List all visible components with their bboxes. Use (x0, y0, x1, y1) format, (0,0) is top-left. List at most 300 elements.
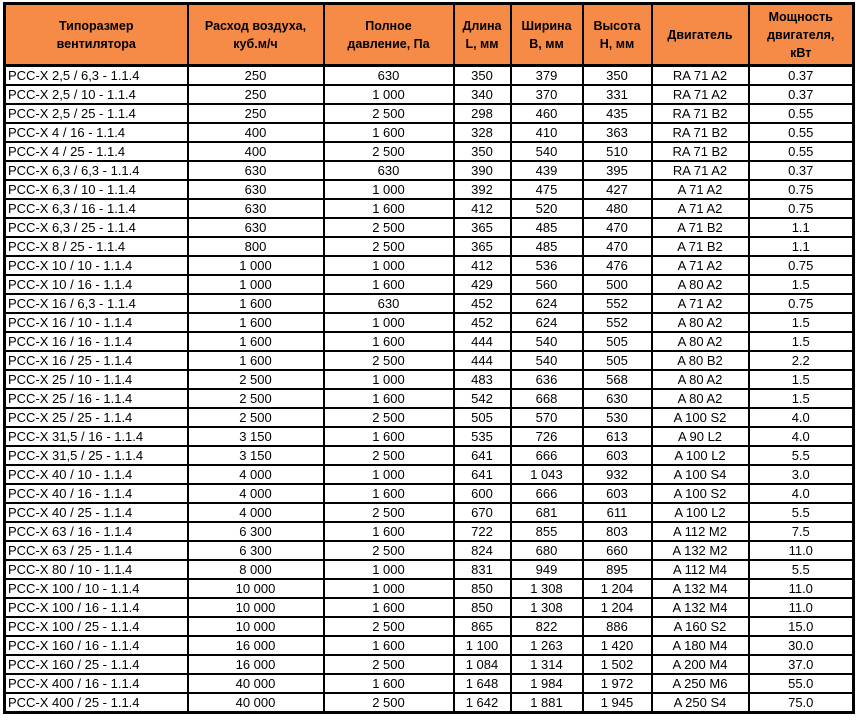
cell-fan-size: PCC-X 10 / 10 - 1.1.4 (5, 256, 188, 275)
cell-motor: A 132 M4 (652, 598, 749, 617)
cell-pressure: 2 500 (324, 446, 454, 465)
cell-airflow: 10 000 (188, 598, 324, 617)
cell-height: 568 (583, 370, 652, 389)
table-header (5, 4, 854, 66)
cell-height: 1 972 (583, 674, 652, 693)
cell-width: 570 (511, 408, 583, 427)
cell-pressure: 2 500 (324, 617, 454, 636)
cell-width: 624 (511, 313, 583, 332)
cell-motor: A 100 S2 (652, 484, 749, 503)
cell-height: 510 (583, 142, 652, 161)
cell-motor: A 250 M6 (652, 674, 749, 693)
cell-height: 470 (583, 237, 652, 256)
cell-airflow: 40 000 (188, 693, 324, 713)
cell-pressure: 2 500 (324, 351, 454, 370)
cell-motor: A 71 B2 (652, 237, 749, 256)
cell-pressure: 1 600 (324, 427, 454, 446)
table-row (5, 370, 854, 389)
cell-airflow: 1 000 (188, 275, 324, 294)
col-header-motor-power (749, 4, 854, 66)
table-row (5, 427, 854, 446)
cell-fan-size: PCC-X 160 / 16 - 1.1.4 (5, 636, 188, 655)
cell-width: 1 984 (511, 674, 583, 693)
cell-width: 1 881 (511, 693, 583, 713)
cell-width: 370 (511, 85, 583, 104)
cell-width: 379 (511, 66, 583, 86)
cell-length: 1 100 (454, 636, 511, 655)
cell-pressure: 1 600 (324, 123, 454, 142)
cell-fan-size: PCC-X 80 / 10 - 1.1.4 (5, 560, 188, 579)
cell-height: 611 (583, 503, 652, 522)
cell-height: 427 (583, 180, 652, 199)
cell-motor: A 180 M4 (652, 636, 749, 655)
cell-height: 480 (583, 199, 652, 218)
cell-fan-size: PCC-X 16 / 10 - 1.1.4 (5, 313, 188, 332)
table-row (5, 351, 854, 370)
cell-pressure: 630 (324, 161, 454, 180)
cell-airflow: 16 000 (188, 655, 324, 674)
cell-power: 2.2 (749, 351, 854, 370)
col-header-motor (652, 4, 749, 66)
cell-motor: A 112 M4 (652, 560, 749, 579)
cell-airflow: 250 (188, 85, 324, 104)
cell-power: 11.0 (749, 541, 854, 560)
cell-pressure: 1 000 (324, 579, 454, 598)
col-header-airflow (188, 4, 324, 66)
table-row (5, 218, 854, 237)
cell-length: 350 (454, 142, 511, 161)
cell-height: 613 (583, 427, 652, 446)
cell-length: 298 (454, 104, 511, 123)
header-text: Типоразмер (58, 18, 134, 33)
cell-height: 803 (583, 522, 652, 541)
cell-motor: A 90 L2 (652, 427, 749, 446)
cell-width: 680 (511, 541, 583, 560)
cell-pressure: 1 000 (324, 465, 454, 484)
cell-pressure: 1 600 (324, 674, 454, 693)
cell-pressure: 2 500 (324, 693, 454, 713)
cell-motor: A 132 M4 (652, 579, 749, 598)
cell-power: 0.55 (749, 142, 854, 161)
cell-power: 1.5 (749, 313, 854, 332)
cell-motor: A 71 A2 (652, 256, 749, 275)
cell-fan-size: PCC-X 63 / 25 - 1.1.4 (5, 541, 188, 560)
table-row (5, 693, 854, 713)
cell-fan-size: PCC-X 31,5 / 25 - 1.1.4 (5, 446, 188, 465)
cell-length: 641 (454, 465, 511, 484)
cell-airflow: 400 (188, 142, 324, 161)
table-row (5, 655, 854, 674)
cell-width: 666 (511, 446, 583, 465)
cell-motor: RA 71 A2 (652, 161, 749, 180)
cell-pressure: 630 (324, 294, 454, 313)
cell-motor: A 132 M2 (652, 541, 749, 560)
cell-height: 395 (583, 161, 652, 180)
cell-width: 540 (511, 142, 583, 161)
cell-height: 895 (583, 560, 652, 579)
cell-airflow: 800 (188, 237, 324, 256)
cell-height: 603 (583, 484, 652, 503)
cell-height: 470 (583, 218, 652, 237)
cell-pressure: 2 500 (324, 104, 454, 123)
cell-power: 15.0 (749, 617, 854, 636)
cell-length: 412 (454, 199, 511, 218)
cell-fan-size: PCC-X 400 / 25 - 1.1.4 (5, 693, 188, 713)
cell-airflow: 10 000 (188, 579, 324, 598)
cell-pressure: 2 500 (324, 655, 454, 674)
cell-height: 552 (583, 294, 652, 313)
cell-length: 392 (454, 180, 511, 199)
cell-pressure: 1 600 (324, 636, 454, 655)
table-row (5, 85, 854, 104)
cell-width: 726 (511, 427, 583, 446)
cell-width: 560 (511, 275, 583, 294)
cell-motor: A 100 L2 (652, 503, 749, 522)
cell-airflow: 630 (188, 180, 324, 199)
table-row (5, 674, 854, 693)
table-row (5, 579, 854, 598)
cell-power: 0.55 (749, 104, 854, 123)
table-row (5, 408, 854, 427)
cell-pressure: 1 000 (324, 180, 454, 199)
cell-width: 624 (511, 294, 583, 313)
cell-motor: A 71 B2 (652, 218, 749, 237)
table-row (5, 484, 854, 503)
col-header-total-pressure (324, 4, 454, 66)
cell-motor: RA 71 B2 (652, 142, 749, 161)
cell-length: 365 (454, 218, 511, 237)
header-text: Мощность (768, 9, 833, 24)
cell-fan-size: PCC-X 100 / 25 - 1.1.4 (5, 617, 188, 636)
cell-power: 11.0 (749, 579, 854, 598)
cell-airflow: 630 (188, 161, 324, 180)
table-row (5, 294, 854, 313)
cell-fan-size: PCC-X 40 / 25 - 1.1.4 (5, 503, 188, 522)
cell-pressure: 1 000 (324, 560, 454, 579)
cell-height: 1 204 (583, 598, 652, 617)
header-text: вентилятора (56, 36, 136, 51)
cell-power: 3.0 (749, 465, 854, 484)
cell-fan-size: PCC-X 4 / 16 - 1.1.4 (5, 123, 188, 142)
cell-motor: A 112 M2 (652, 522, 749, 541)
cell-pressure: 630 (324, 66, 454, 86)
cell-width: 485 (511, 237, 583, 256)
cell-airflow: 630 (188, 218, 324, 237)
header-text: Двигатель (667, 27, 733, 42)
table-row (5, 541, 854, 560)
cell-width: 822 (511, 617, 583, 636)
cell-motor: A 160 S2 (652, 617, 749, 636)
cell-pressure: 2 500 (324, 218, 454, 237)
cell-power: 5.5 (749, 503, 854, 522)
cell-fan-size: PCC-X 160 / 25 - 1.1.4 (5, 655, 188, 674)
cell-motor: RA 71 A2 (652, 85, 749, 104)
cell-pressure: 1 600 (324, 598, 454, 617)
cell-airflow: 1 600 (188, 332, 324, 351)
cell-airflow: 8 000 (188, 560, 324, 579)
cell-width: 536 (511, 256, 583, 275)
cell-fan-size: PCC-X 31,5 / 16 - 1.1.4 (5, 427, 188, 446)
cell-fan-size: PCC-X 6,3 / 10 - 1.1.4 (5, 180, 188, 199)
table-row (5, 465, 854, 484)
cell-pressure: 1 600 (324, 199, 454, 218)
cell-airflow: 2 500 (188, 408, 324, 427)
table-row (5, 161, 854, 180)
cell-fan-size: PCC-X 6,3 / 6,3 - 1.1.4 (5, 161, 188, 180)
cell-length: 483 (454, 370, 511, 389)
cell-pressure: 2 500 (324, 408, 454, 427)
table-body (5, 66, 854, 713)
cell-fan-size: PCC-X 8 / 25 - 1.1.4 (5, 237, 188, 256)
cell-length: 444 (454, 332, 511, 351)
cell-fan-size: PCC-X 40 / 16 - 1.1.4 (5, 484, 188, 503)
cell-fan-size: PCC-X 25 / 10 - 1.1.4 (5, 370, 188, 389)
cell-airflow: 250 (188, 104, 324, 123)
cell-airflow: 1 600 (188, 351, 324, 370)
col-header-fan-size (5, 4, 188, 66)
cell-airflow: 4 000 (188, 503, 324, 522)
cell-width: 460 (511, 104, 583, 123)
cell-height: 505 (583, 332, 652, 351)
cell-length: 670 (454, 503, 511, 522)
cell-airflow: 3 150 (188, 427, 324, 446)
cell-airflow: 6 300 (188, 522, 324, 541)
cell-length: 1 084 (454, 655, 511, 674)
col-header-length (454, 4, 511, 66)
cell-width: 520 (511, 199, 583, 218)
header-row (5, 4, 854, 66)
cell-fan-size: PCC-X 6,3 / 16 - 1.1.4 (5, 199, 188, 218)
cell-power: 0.75 (749, 199, 854, 218)
header-text: Полное (365, 18, 412, 33)
cell-pressure: 1 000 (324, 370, 454, 389)
cell-airflow: 4 000 (188, 465, 324, 484)
cell-height: 603 (583, 446, 652, 465)
cell-length: 365 (454, 237, 511, 256)
cell-power: 0.75 (749, 294, 854, 313)
cell-width: 540 (511, 332, 583, 351)
cell-fan-size: PCC-X 63 / 16 - 1.1.4 (5, 522, 188, 541)
cell-airflow: 3 150 (188, 446, 324, 465)
cell-power: 1.1 (749, 237, 854, 256)
cell-height: 552 (583, 313, 652, 332)
cell-pressure: 1 000 (324, 256, 454, 275)
cell-pressure: 2 500 (324, 541, 454, 560)
cell-pressure: 2 500 (324, 237, 454, 256)
col-header-height (583, 4, 652, 66)
cell-fan-size: PCC-X 25 / 16 - 1.1.4 (5, 389, 188, 408)
cell-fan-size: PCC-X 2,5 / 25 - 1.1.4 (5, 104, 188, 123)
cell-width: 666 (511, 484, 583, 503)
table-row (5, 142, 854, 161)
cell-length: 850 (454, 579, 511, 598)
header-text: H, мм (599, 36, 635, 51)
cell-motor: A 71 A2 (652, 294, 749, 313)
cell-power: 30.0 (749, 636, 854, 655)
table-row (5, 199, 854, 218)
cell-height: 331 (583, 85, 652, 104)
table-row (5, 66, 854, 86)
header-text: Длина (462, 18, 502, 33)
cell-width: 540 (511, 351, 583, 370)
cell-height: 1 204 (583, 579, 652, 598)
cell-airflow: 1 000 (188, 256, 324, 275)
col-header-width (511, 4, 583, 66)
cell-power: 0.55 (749, 123, 854, 142)
header-text: Высота (593, 18, 641, 33)
cell-length: 328 (454, 123, 511, 142)
cell-height: 1 945 (583, 693, 652, 713)
cell-width: 439 (511, 161, 583, 180)
cell-width: 1 043 (511, 465, 583, 484)
cell-pressure: 2 500 (324, 142, 454, 161)
cell-motor: A 100 S2 (652, 408, 749, 427)
cell-width: 1 314 (511, 655, 583, 674)
cell-length: 1 642 (454, 693, 511, 713)
cell-airflow: 1 600 (188, 294, 324, 313)
cell-fan-size: PCC-X 400 / 16 - 1.1.4 (5, 674, 188, 693)
header-text: куб.м/ч (233, 36, 278, 51)
cell-height: 1 420 (583, 636, 652, 655)
cell-length: 824 (454, 541, 511, 560)
cell-motor: A 80 A2 (652, 313, 749, 332)
cell-pressure: 1 600 (324, 275, 454, 294)
cell-height: 435 (583, 104, 652, 123)
table-row (5, 313, 854, 332)
cell-power: 1.5 (749, 275, 854, 294)
cell-power: 4.0 (749, 427, 854, 446)
cell-length: 535 (454, 427, 511, 446)
cell-height: 530 (583, 408, 652, 427)
cell-airflow: 2 500 (188, 370, 324, 389)
cell-power: 55.0 (749, 674, 854, 693)
cell-length: 641 (454, 446, 511, 465)
cell-length: 831 (454, 560, 511, 579)
table-row (5, 598, 854, 617)
table-row (5, 389, 854, 408)
cell-power: 5.5 (749, 560, 854, 579)
table-row (5, 104, 854, 123)
cell-height: 886 (583, 617, 652, 636)
cell-fan-size: PCC-X 100 / 10 - 1.1.4 (5, 579, 188, 598)
cell-airflow: 4 000 (188, 484, 324, 503)
cell-power: 1.1 (749, 218, 854, 237)
cell-height: 660 (583, 541, 652, 560)
cell-airflow: 1 600 (188, 313, 324, 332)
cell-motor: A 80 A2 (652, 275, 749, 294)
cell-length: 444 (454, 351, 511, 370)
table-row (5, 332, 854, 351)
fan-specification-table (3, 2, 855, 714)
table-row (5, 237, 854, 256)
cell-width: 668 (511, 389, 583, 408)
cell-length: 850 (454, 598, 511, 617)
header-text: кВт (790, 45, 812, 60)
cell-pressure: 2 500 (324, 503, 454, 522)
cell-length: 542 (454, 389, 511, 408)
table-row (5, 617, 854, 636)
cell-motor: A 80 A2 (652, 370, 749, 389)
table-row (5, 560, 854, 579)
cell-fan-size: PCC-X 2,5 / 10 - 1.1.4 (5, 85, 188, 104)
cell-width: 1 308 (511, 598, 583, 617)
cell-motor: A 71 A2 (652, 199, 749, 218)
table-row (5, 446, 854, 465)
cell-fan-size: PCC-X 40 / 10 - 1.1.4 (5, 465, 188, 484)
table-row (5, 123, 854, 142)
cell-length: 600 (454, 484, 511, 503)
header-text: L, мм (465, 36, 499, 51)
cell-power: 75.0 (749, 693, 854, 713)
cell-fan-size: PCC-X 25 / 25 - 1.1.4 (5, 408, 188, 427)
cell-fan-size: PCC-X 100 / 16 - 1.1.4 (5, 598, 188, 617)
cell-pressure: 1 000 (324, 313, 454, 332)
cell-length: 1 648 (454, 674, 511, 693)
header-text: Расход воздуха, (204, 18, 307, 33)
cell-height: 500 (583, 275, 652, 294)
cell-power: 1.5 (749, 370, 854, 389)
cell-length: 452 (454, 294, 511, 313)
cell-pressure: 1 600 (324, 522, 454, 541)
cell-length: 722 (454, 522, 511, 541)
cell-height: 350 (583, 66, 652, 86)
cell-power: 0.75 (749, 256, 854, 275)
cell-airflow: 400 (188, 123, 324, 142)
cell-airflow: 6 300 (188, 541, 324, 560)
cell-airflow: 630 (188, 199, 324, 218)
cell-length: 452 (454, 313, 511, 332)
cell-power: 1.5 (749, 332, 854, 351)
cell-fan-size: PCC-X 16 / 25 - 1.1.4 (5, 351, 188, 370)
cell-power: 0.37 (749, 66, 854, 86)
cell-length: 865 (454, 617, 511, 636)
cell-height: 476 (583, 256, 652, 275)
cell-power: 1.5 (749, 389, 854, 408)
cell-height: 630 (583, 389, 652, 408)
cell-fan-size: PCC-X 6,3 / 25 - 1.1.4 (5, 218, 188, 237)
cell-width: 475 (511, 180, 583, 199)
cell-length: 350 (454, 66, 511, 86)
cell-power: 37.0 (749, 655, 854, 674)
cell-airflow: 16 000 (188, 636, 324, 655)
cell-pressure: 1 000 (324, 85, 454, 104)
cell-pressure: 1 600 (324, 389, 454, 408)
cell-length: 412 (454, 256, 511, 275)
cell-width: 485 (511, 218, 583, 237)
cell-fan-size: PCC-X 16 / 16 - 1.1.4 (5, 332, 188, 351)
cell-fan-size: PCC-X 2,5 / 6,3 - 1.1.4 (5, 66, 188, 86)
cell-length: 505 (454, 408, 511, 427)
cell-airflow: 40 000 (188, 674, 324, 693)
cell-width: 1 263 (511, 636, 583, 655)
cell-power: 5.5 (749, 446, 854, 465)
cell-power: 11.0 (749, 598, 854, 617)
cell-motor: A 100 S4 (652, 465, 749, 484)
cell-width: 636 (511, 370, 583, 389)
cell-power: 0.37 (749, 161, 854, 180)
cell-motor: RA 71 A2 (652, 66, 749, 86)
cell-power: 4.0 (749, 408, 854, 427)
cell-pressure: 1 600 (324, 484, 454, 503)
cell-width: 949 (511, 560, 583, 579)
cell-height: 363 (583, 123, 652, 142)
cell-power: 0.75 (749, 180, 854, 199)
cell-width: 410 (511, 123, 583, 142)
cell-motor: A 200 M4 (652, 655, 749, 674)
cell-pressure: 1 600 (324, 332, 454, 351)
cell-motor: RA 71 B2 (652, 123, 749, 142)
cell-motor: A 100 L2 (652, 446, 749, 465)
